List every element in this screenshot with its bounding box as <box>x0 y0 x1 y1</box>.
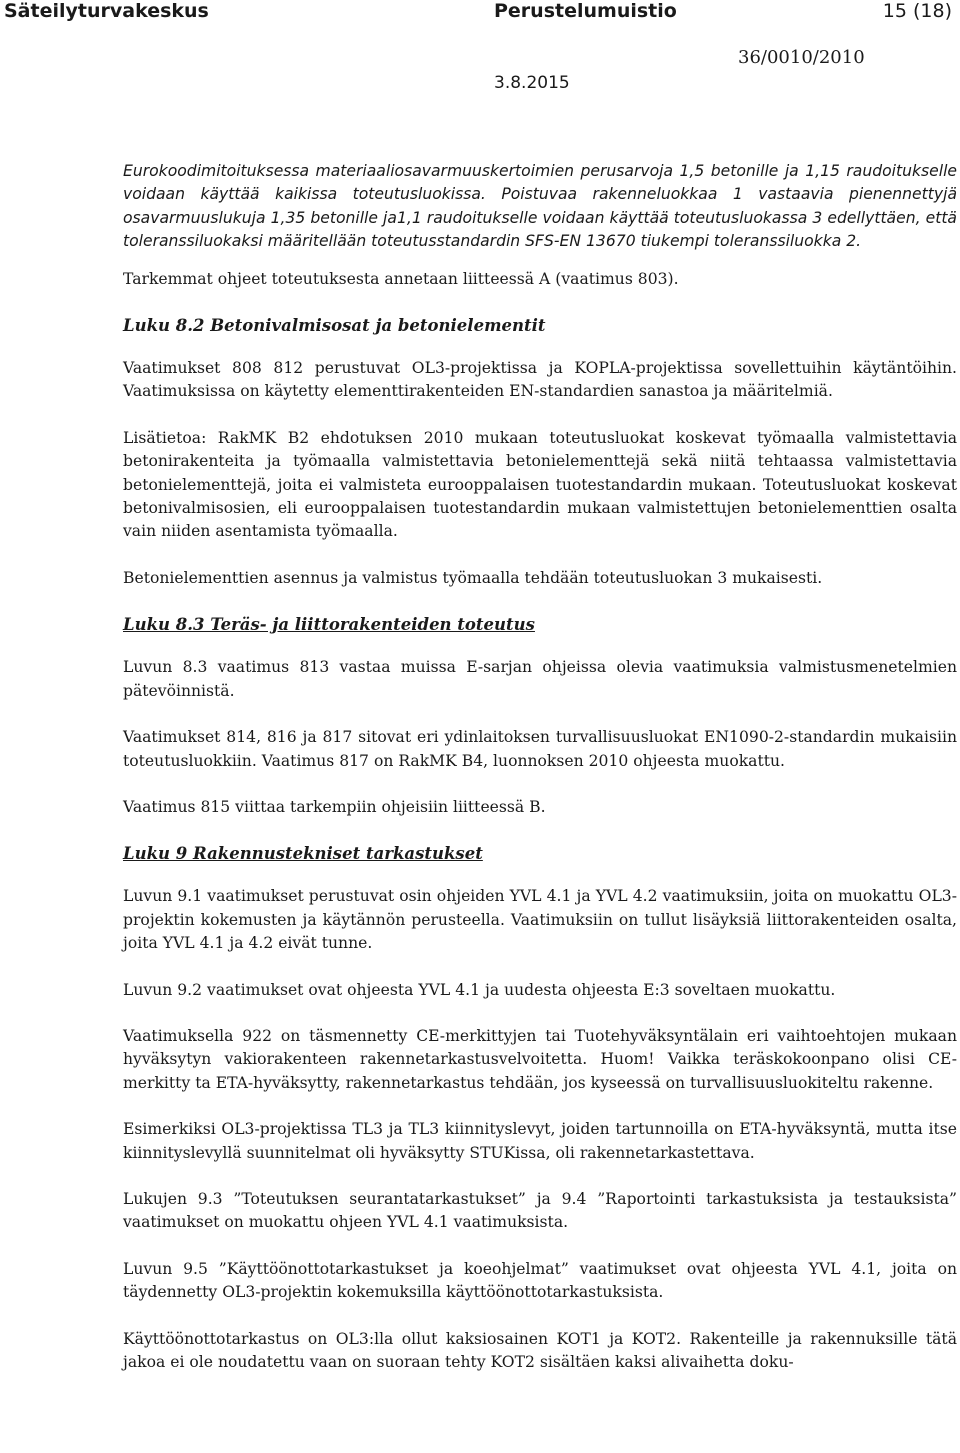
paragraph-9-2: Luvun 9.2 vaatimukset ovat ohjeesta YVL 4.1 ja uudesta ohjeesta E:3 soveltaen muokattu. <box>123 980 836 999</box>
paragraph-ohjeet: Tarkemmat ohjeet toteutuksesta annetaan liitteessä A (vaatimus 803). <box>123 269 679 288</box>
document-type: Perustelumuistio <box>494 0 677 22</box>
paragraph-9-1: Luvun 9.1 vaatimukset perustuvat osin ohjeiden YVL 4.1 ja YVL 4.2 vaatimuksiin, joita on muokattu OL3-projektin kokemusten ja käytännön perusteella. Vaatimuksiin on tullut lisäyksiä liittorakenteiden osalta, joita YVL 4.1 ja 4.2 eivät tunne. <box>123 887 957 953</box>
paragraph-9-5: Luvun 9.5 ”Käyttöönottotarkastukset ja koeohjelmat” vaatimukset ovat ohjeesta YVL 4.1, joita on täydennetty OL3-projektin kokemuksilla käyttöönottotarkastuksista. <box>123 1259 957 1302</box>
document-number: 36/0010/2010 <box>738 47 865 68</box>
organization-name: Säteilyturvakeskus <box>4 0 209 22</box>
heading-luku-8-2: Luku 8.2 Betonivalmisosat ja betonielementit <box>123 316 546 336</box>
paragraph-lisatietoa: Lisätietoa: RakMK B2 ehdotuksen 2010 mukaan toteutusluokat koskevat työmaalla valmistettavia betonirakenteita ja työmaalla valmistettavia betonielementtejä sekä niitä tehtaassa valmistettavia betonielementtejä, joita ei valmisteta eurooppalaisen tuotestandardin mukaan. Toteutusluokat koskevat betonivalmisosien, eli eurooppalaisen tuotestandardin mukaan valmistettujen betonielementtien osalta vain niiden asentamista työmaalla. <box>123 428 957 541</box>
page-header <box>0 0 960 93</box>
heading-luku-9: Luku 9 Rakennustekniset tarkastukset <box>123 844 483 864</box>
paragraph-9-3: Lukujen 9.3 ”Toteutuksen seurantatarkastukset” ja 9.4 ”Raportointi tarkastuksista ja testauksista” vaatimukset on muokattu ohjeen YVL 4.1 vaatimuksista. <box>123 1189 957 1232</box>
paragraph-922: Vaatimuksella 922 on täsmennetty CE-merkittyjen tai Tuotehyväksyntälain eri vaihtoehtojen mukaan hyväksytyn vakiorakenteen rakennetarkastusvelvoitetta. Huom! Vaikka teräskokoonpano olisi CE-merkitty ta ETA-hyväksytty, rakennetarkastus tehdään, jos kyseessä on turvallisuusluokiteltu rakenne. <box>123 1026 957 1092</box>
document-body <box>123 160 957 1397</box>
paragraph-asennus: Betonielementtien asennus ja valmistus työmaalla tehdään toteutusluokan 3 mukaisesti. <box>123 568 823 587</box>
paragraph-808: Vaatimukset 808 812 perustuvat OL3-projektissa ja KOPLA-projektissa sovellettuihin käytäntöihin. Vaatimuksissa on käytetty elementtirakenteiden EN-standardien sanastoa ja määritelmiä. <box>123 359 957 401</box>
page-number: 15 (18) <box>882 0 952 22</box>
paragraph-814: Vaatimukset 814, 816 ja 817 sitovat eri ydinlaitoksen turvallisuusluokat EN1090-2-standardin mukaisiin toteutusluokkiin. Vaatimus 817 on RakMK B4, luonnoksen 2010 ohjeesta muokattu. <box>123 728 957 770</box>
paragraph-kot: Käyttöönottotarkastus on OL3:lla ollut kaksiosainen KOT1 ja KOT2. Rakenteille ja rakennuksille tätä jakoa ei ole noudatettu vaan on suoraan tehty KOT2 sisältäen kaksi alivaihetta doku- <box>123 1329 957 1371</box>
paragraph-esimerkki: Esimerkiksi OL3-projektissa TL3 ja TL3 kiinnityslevyt, joiden tartunnoilla on ETA-hyväksyntä, mutta itse kiinnityslevyllä suunnitelmat oli hyväksytty STUKissa, oli rakennetarkastettava. <box>123 1120 957 1162</box>
paragraph-813: Luvun 8.3 vaatimus 813 vastaa muissa E-sarjan ohjeissa olevia vaatimuksia valmistusmenetelmien pätevöinnistä. <box>123 658 957 700</box>
paragraph-815: Vaatimus 815 viittaa tarkempiin ohjeisiin liitteessä B. <box>123 797 546 816</box>
document-date: 3.8.2015 <box>494 73 570 93</box>
heading-luku-8-3: Luku 8.3 Teräs- ja liittorakenteiden toteutus <box>123 615 535 635</box>
paragraph-intro: Eurokoodimitoituksessa materiaaliosavarmuuskertoimien perusarvoja 1,5 betonille ja 1,15 raudoitukselle voidaan käyttää kaikissa toteutusluokissa. Poistuvaa rakenneluokkaa 1 vastaavia pienennettyjä osavarmuuslukuja 1,35 betonille ja1,1 raudoitukselle voidaan käyttää toteutusluokassa 3 edellyttäen, että toleranssiluokaksi määritellään toteutusstandardin SFS-EN 13670 tiukempi toleranssiluokka 2. <box>123 162 957 251</box>
